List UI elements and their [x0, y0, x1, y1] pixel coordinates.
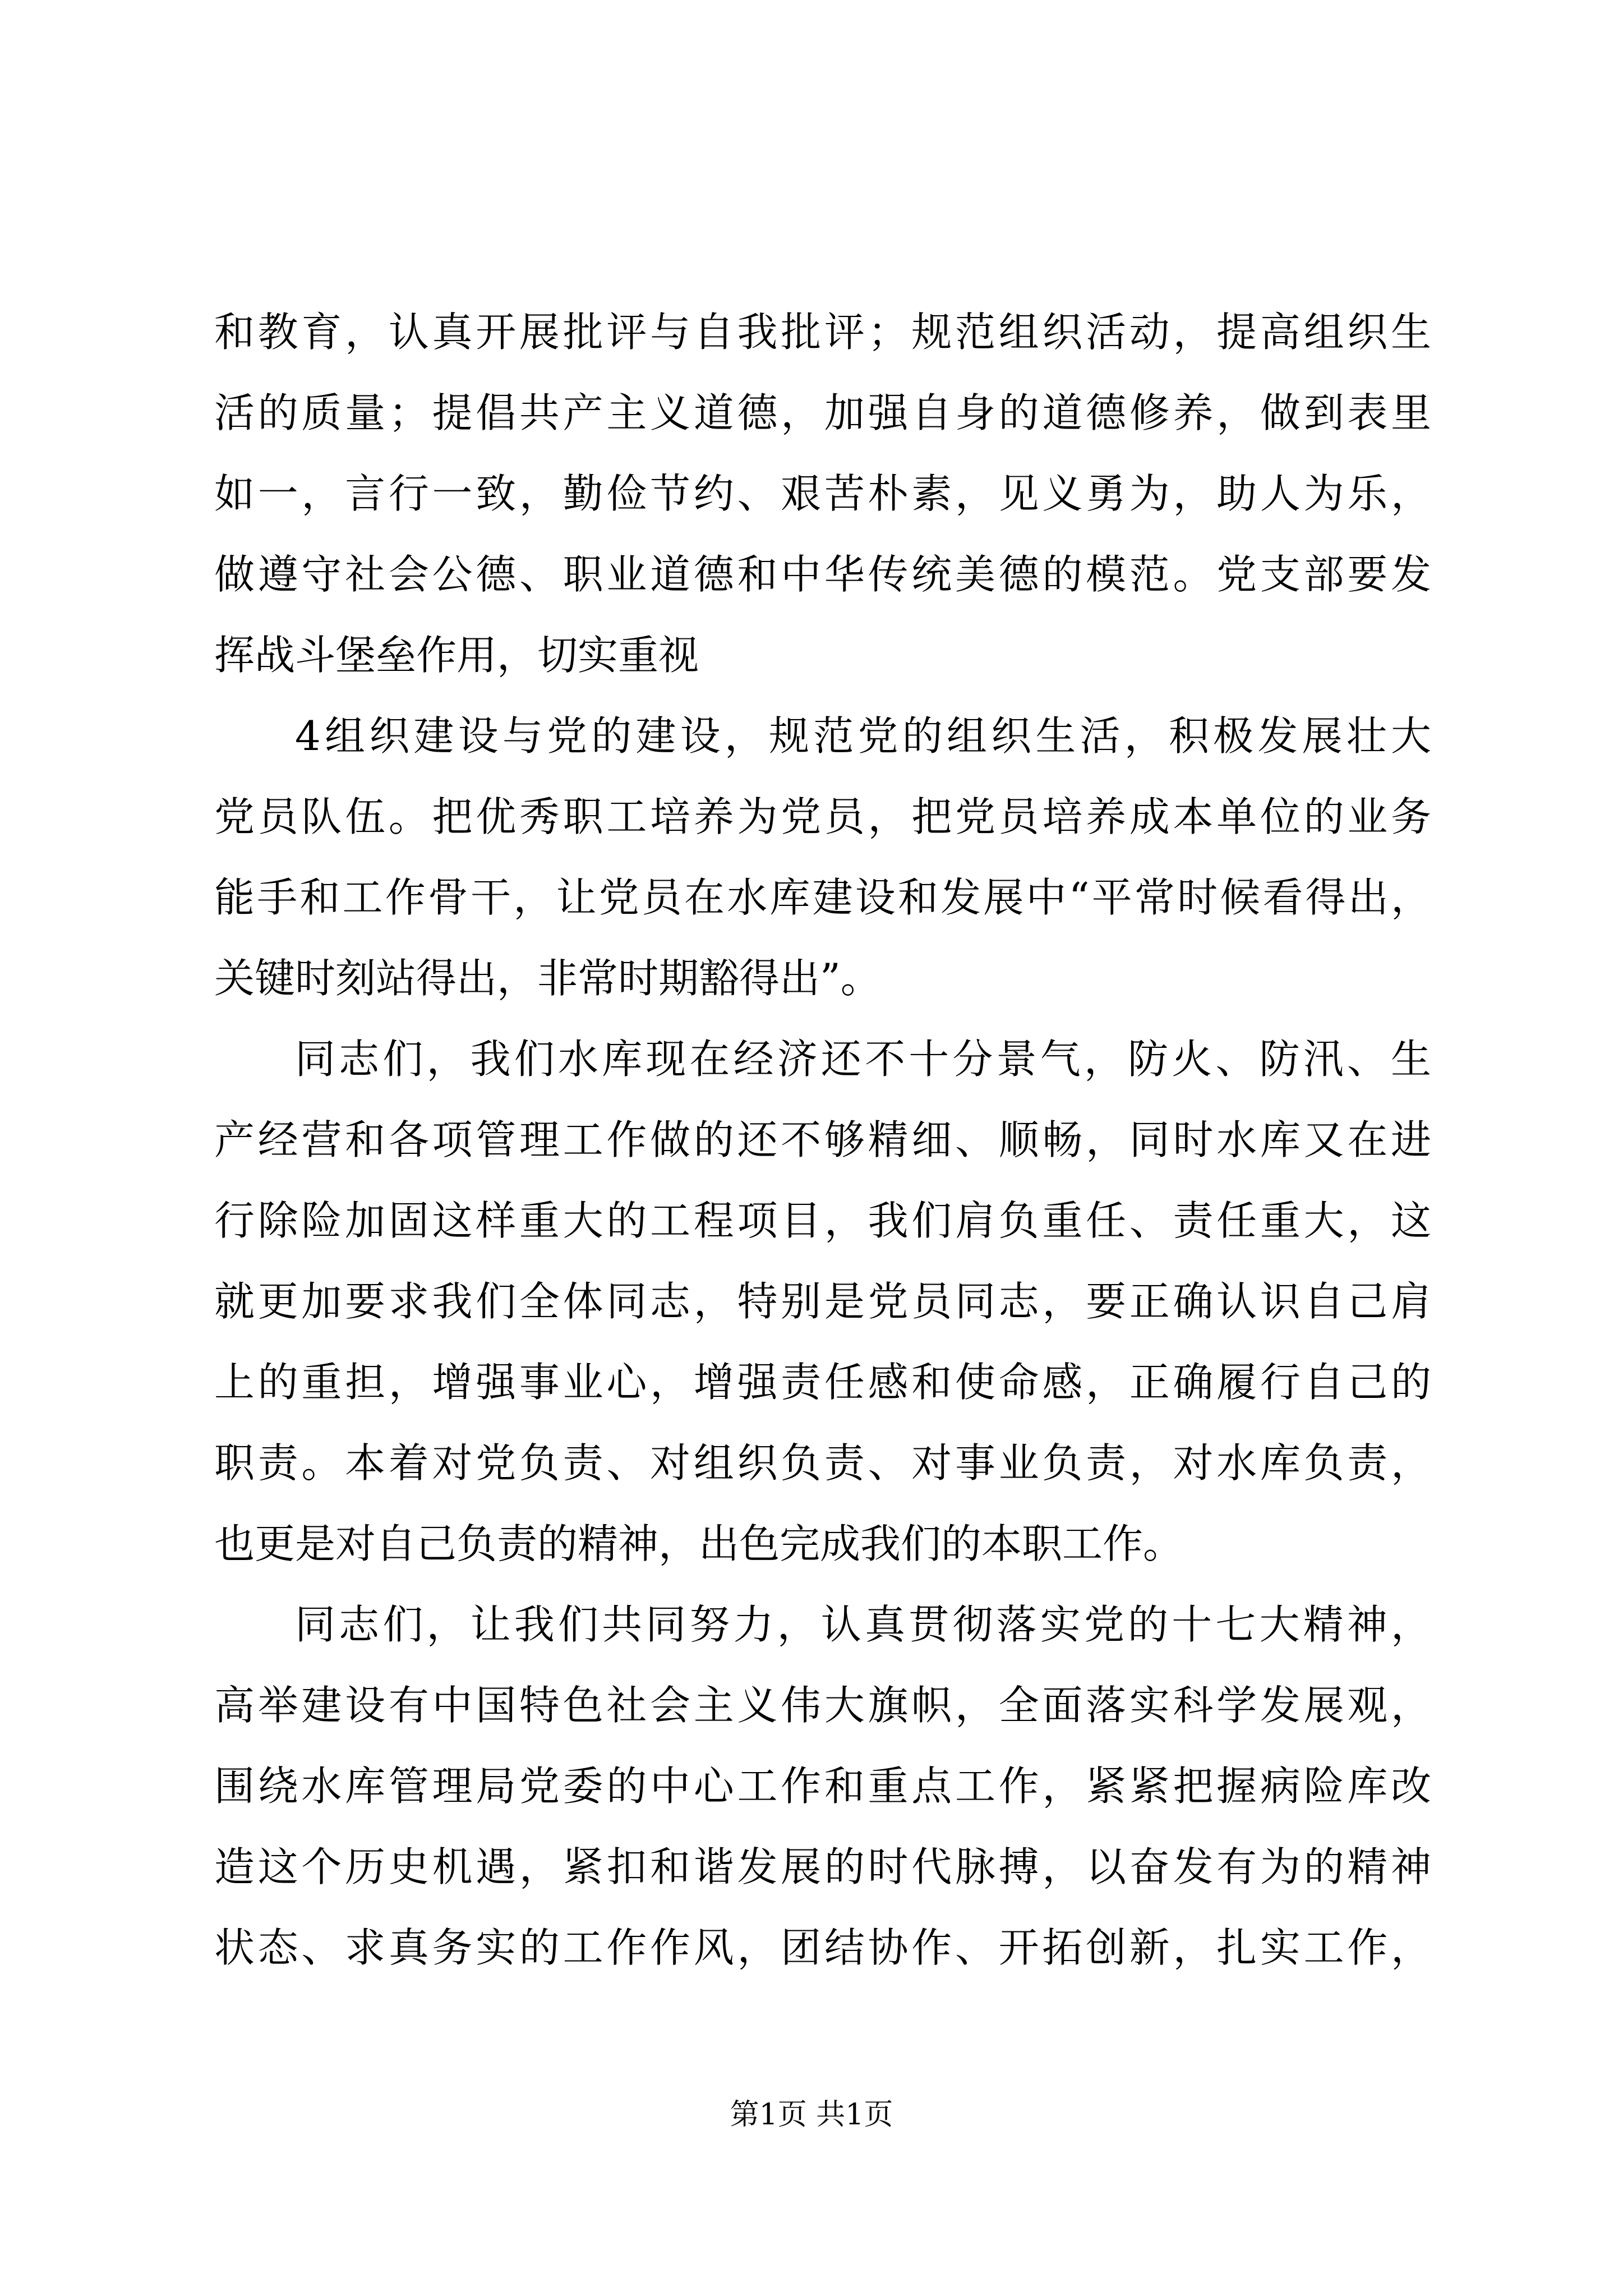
- text-line: 和教育，认真开展批评与自我批评；规范组织活动，提高组织生: [214, 309, 1431, 356]
- text-line: 挥战斗堡垒作用，切实重视: [214, 632, 699, 679]
- text-line: 状态、求真务实的工作作风，团结协作、开拓创新，扎实工作，: [214, 1924, 1431, 1971]
- text-line: 党员队伍。把优秀职工培养为党员，把党员培养成本单位的业务: [214, 793, 1431, 840]
- text-line: 4组织建设与党的建设，规范党的组织生活，积极发展壮大: [295, 712, 1431, 760]
- text-line: 做遵守社会公德、职业道德和中华传统美德的模范。党支部要发: [214, 551, 1431, 598]
- text-line: 就更加要求我们全体同志，特别是党员同志，要正确认识自己肩: [214, 1278, 1431, 1325]
- text-line: 能手和工作骨干，让党员在水库建设和发展中“平常时候看得出，: [214, 874, 1431, 921]
- document-body: [214, 292, 1431, 1988]
- page-footer: 第1页 共1页: [730, 2098, 893, 2132]
- text-line: 如一，言行一致，勤俭节约、艰苦朴素，见义勇为，助人为乐，: [214, 470, 1431, 517]
- text-line: 上的重担，增强事业心，增强责任感和使命感，正确履行自己的: [214, 1359, 1431, 1406]
- text-line: 活的质量；提倡共产主义道德，加强自身的道德修养，做到表里: [214, 389, 1431, 436]
- text-line: 职责。本着对党负责、对组织负责、对事业负责，对水库负责，: [214, 1439, 1431, 1487]
- text-line: 造这个历史机遇，紧扣和谐发展的时代脉搏，以奋发有为的精神: [214, 1843, 1431, 1890]
- text-line: 产经营和各项管理工作做的还不够精细、顺畅，同时水库又在进: [214, 1116, 1431, 1163]
- text-line: 行除险加固这样重大的工程项目，我们肩负重任、责任重大，这: [214, 1197, 1431, 1244]
- text-line: 同志们，让我们共同努力，认真贯彻落实党的十七大精神，: [295, 1601, 1431, 1648]
- text-line: 同志们，我们水库现在经济还不十分景气，防火、防汛、生: [295, 1036, 1431, 1083]
- text-line: 围绕水库管理局党委的中心工作和重点工作，紧紧把握病险库改: [214, 1763, 1431, 1810]
- text-line: 关键时刻站得出，非常时期豁得出”。: [214, 955, 881, 1002]
- text-line: 也更是对自己负责的精神，出色完成我们的本职工作。: [214, 1520, 1184, 1567]
- text-line: 高举建设有中国特色社会主义伟大旗帜，全面落实科学发展观，: [214, 1682, 1431, 1729]
